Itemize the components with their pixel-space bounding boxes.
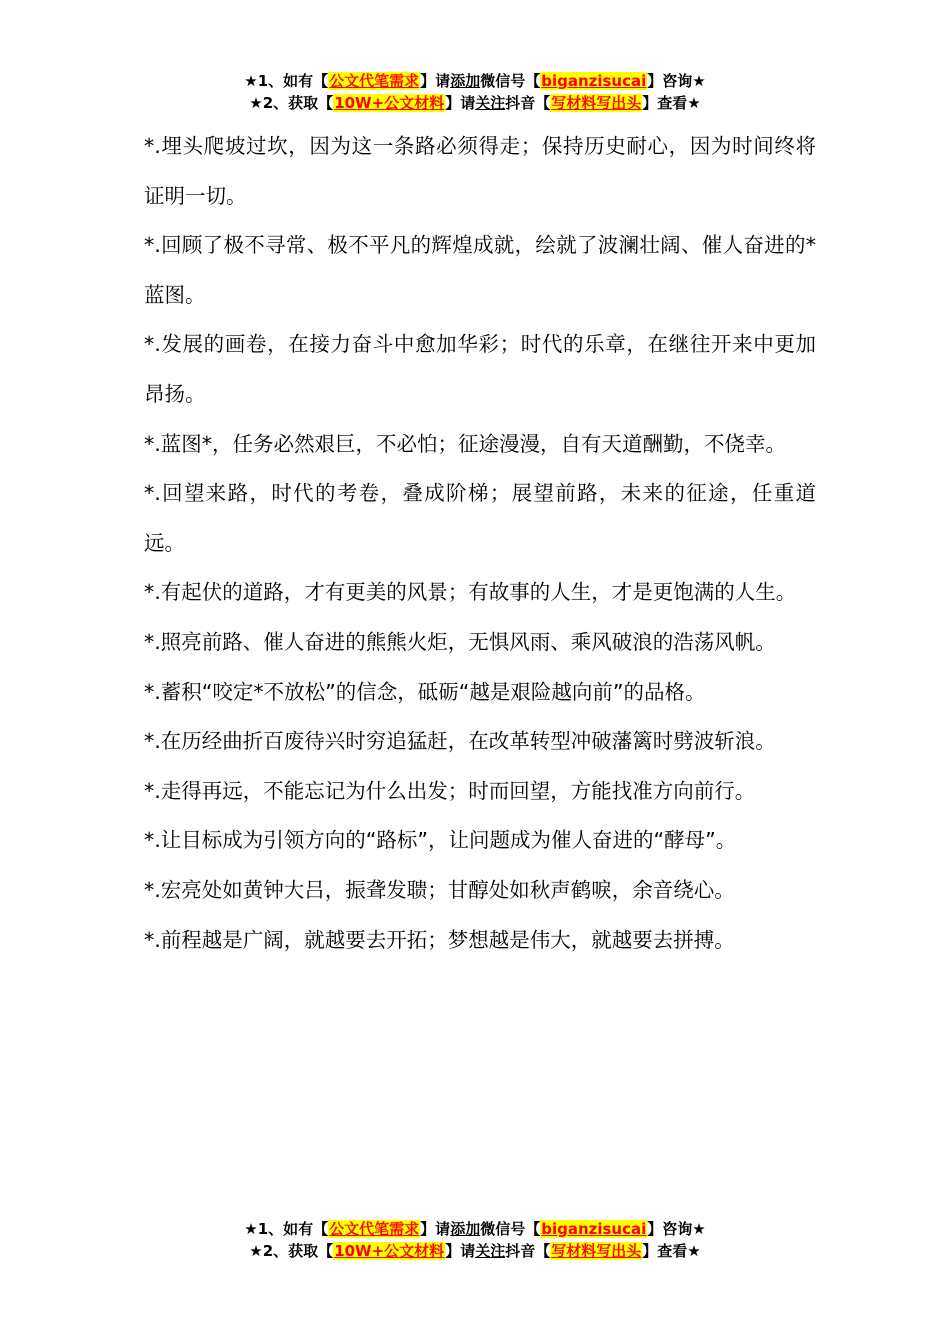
footer-line-1-suffix: 】咨询★ bbox=[647, 1220, 706, 1238]
paragraph: *.有起伏的道路，才有更美的风景；有故事的人生，才是更饱满的人生。 bbox=[144, 580, 797, 605]
header-line-2-prefix: ★2、获取【 bbox=[249, 94, 334, 112]
header-line-1-suffix: 】咨询★ bbox=[647, 72, 706, 90]
footer-line-2 bbox=[0, 1240, 950, 1262]
header-banner bbox=[0, 70, 950, 114]
footer-highlight-wechat-id: biganzisucai bbox=[541, 1220, 647, 1238]
footer-highlight-materials: 10W+公文材料 bbox=[334, 1242, 445, 1260]
footer-line-2-suffix: 】查看★ bbox=[642, 1242, 701, 1260]
footer-line-2-text: 】请 bbox=[445, 1242, 476, 1260]
footer-line-1-prefix: ★1、如有【 bbox=[244, 1220, 329, 1238]
header-underline-add: 添加 bbox=[450, 72, 481, 90]
footer-highlight-douyin-account: 写材料写出头 bbox=[551, 1242, 642, 1260]
header-line-2-suffix: 】查看★ bbox=[642, 94, 701, 112]
paragraph: *.让目标成为引领方向的“路标”，让问题成为催人奋进的“酵母”。 bbox=[144, 828, 737, 853]
paragraph: *.照亮前路、催人奋进的熊熊火炬，无惧风雨、乘风破浪的浩荡风帆。 bbox=[144, 629, 776, 654]
header-line-1 bbox=[0, 70, 950, 92]
paragraph: *.发展的画卷，在接力奋斗中愈加华彩；时代的乐章，在继往开来中更加昂扬。 bbox=[144, 332, 816, 406]
footer-highlight-service: 公文代笔需求 bbox=[329, 1220, 420, 1238]
header-line-1-text: 】请 bbox=[420, 72, 451, 90]
header-line-2-text-2: 抖音【 bbox=[505, 94, 551, 112]
footer-underline-add: 添加 bbox=[450, 1220, 481, 1238]
footer-line-1-text: 】请 bbox=[420, 1220, 451, 1238]
paragraph: *.蓝图*，任务必然艰巨，不必怕；征途漫漫，自有天道酬勤，不侥幸。 bbox=[144, 431, 787, 456]
footer-line-2-prefix: ★2、获取【 bbox=[249, 1242, 334, 1260]
paragraph: *.回望来路，时代的考卷，叠成阶梯；展望前路，未来的征途，任重道远。 bbox=[144, 481, 816, 555]
footer-line-1-text-2: 微信号【 bbox=[480, 1220, 541, 1238]
paragraph: *.埋头爬坡过坎，因为这一条路必须得走；保持历史耐心，因为时间终将证明一切。 bbox=[144, 134, 816, 208]
paragraph: *.在历经曲折百废待兴时穷追猛赶，在改革转型冲破藩篱时劈波斩浪。 bbox=[144, 729, 776, 754]
paragraph: *.蓄积“咬定*不放松”的信念，砥砺“越是艰险越向前”的品格。 bbox=[144, 679, 706, 704]
footer-underline-follow: 关注 bbox=[475, 1242, 506, 1260]
document-body bbox=[144, 122, 816, 965]
footer-banner bbox=[0, 1218, 950, 1262]
header-line-1-text-2: 微信号【 bbox=[480, 72, 541, 90]
header-highlight-materials: 10W+公文材料 bbox=[334, 94, 445, 112]
footer-line-2-text-2: 抖音【 bbox=[505, 1242, 551, 1260]
header-line-2 bbox=[0, 92, 950, 114]
paragraph: *.回顾了极不寻常、极不平凡的辉煌成就，绘就了波澜壮阔、催人奋进的*蓝图。 bbox=[144, 233, 816, 307]
footer-line-1 bbox=[0, 1218, 950, 1240]
header-highlight-douyin-account: 写材料写出头 bbox=[551, 94, 642, 112]
paragraph: *.前程越是广阔，就越要去开拓；梦想越是伟大，就越要去拼搏。 bbox=[144, 927, 735, 952]
paragraph: *.宏亮处如黄钟大吕，振聋发聩；甘醇处如秋声鹤唳，余音绕心。 bbox=[144, 877, 735, 902]
header-highlight-wechat-id: biganzisucai bbox=[541, 72, 647, 90]
header-underline-follow: 关注 bbox=[475, 94, 506, 112]
header-line-1-prefix: ★1、如有【 bbox=[244, 72, 329, 90]
header-highlight-service: 公文代笔需求 bbox=[329, 72, 420, 90]
header-line-2-text: 】请 bbox=[445, 94, 476, 112]
paragraph: *.走得再远，不能忘记为什么出发；时而回望，方能找准方向前行。 bbox=[144, 778, 756, 803]
